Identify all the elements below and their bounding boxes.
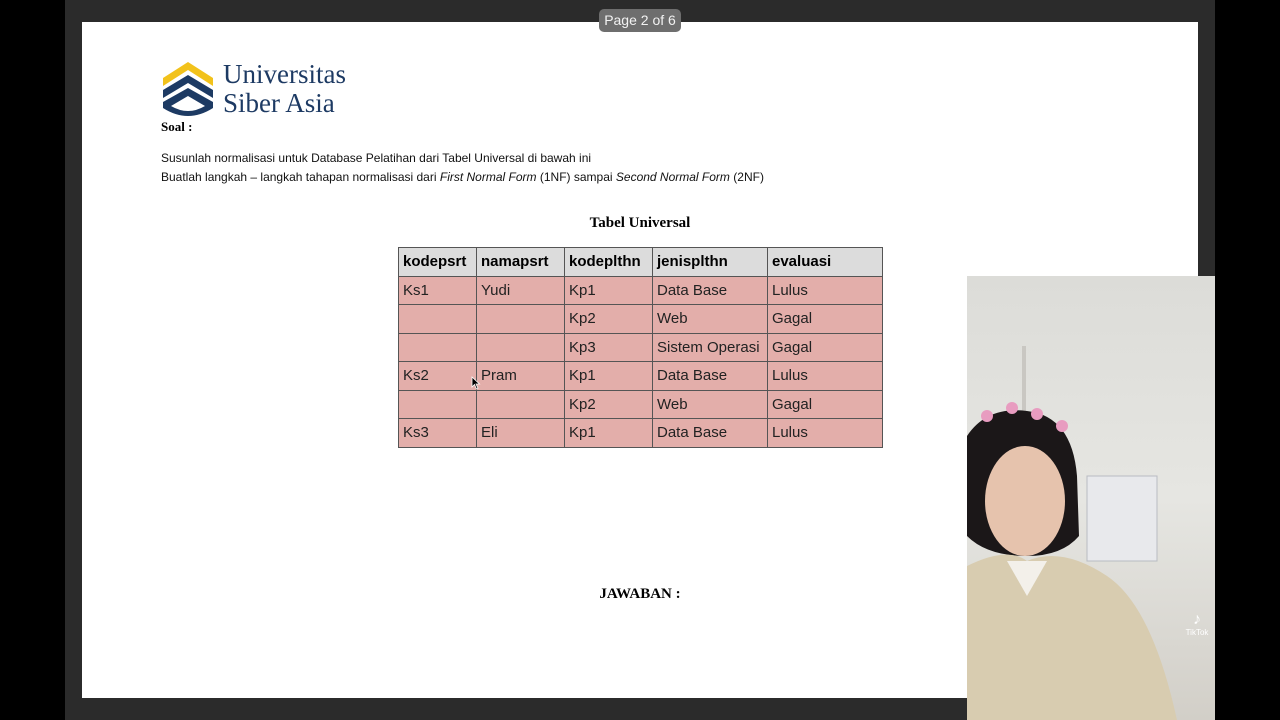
table-cell: Kp2: [565, 390, 653, 419]
university-shield-icon: [161, 60, 215, 120]
tiktok-watermark: [1180, 612, 1214, 637]
table-cell: Ks1: [399, 276, 477, 305]
logo-line2: Siber Asia: [223, 88, 335, 118]
logo-line1: Universitas: [223, 59, 346, 89]
table-cell: Kp1: [565, 419, 653, 448]
table-row: [399, 276, 883, 305]
table-cell: Gagal: [768, 305, 883, 334]
tiktok-label: TikTok: [1185, 628, 1209, 637]
table-cell: Gagal: [768, 390, 883, 419]
table-cell: [399, 390, 477, 419]
header-cell: namapsrt: [477, 248, 565, 277]
webcam-overlay: [967, 276, 1215, 720]
table-cell: Lulus: [768, 419, 883, 448]
instr-text: (2NF): [729, 170, 764, 184]
table-cell: Ks3: [399, 419, 477, 448]
table-cell: [477, 390, 565, 419]
table-cell: [477, 305, 565, 334]
table-cell: Data Base: [653, 419, 768, 448]
table-cell: [399, 305, 477, 334]
table-cell: Web: [653, 390, 768, 419]
universal-table: [398, 247, 883, 448]
table-cell: Data Base: [653, 362, 768, 391]
header-cell: kodeplthn: [565, 248, 653, 277]
presenter-video-icon: [967, 276, 1215, 720]
table-cell: Kp3: [565, 333, 653, 362]
instr-text: Buatlah langkah – langkah tahapan normalisasi dari: [161, 170, 440, 184]
jawaban-label: JAWABAN :: [599, 586, 681, 602]
table-cell: [399, 333, 477, 362]
instruction-line-2: [161, 170, 764, 184]
table-cell: [477, 333, 565, 362]
table-cell: Sistem Operasi: [653, 333, 768, 362]
table-cell: Ks2: [399, 362, 477, 391]
table-cell: Yudi: [477, 276, 565, 305]
tiktok-note-icon: ♪: [1193, 611, 1201, 628]
instr-em-1nf: First Normal Form: [439, 170, 537, 184]
header-cell: jenisplthn: [653, 248, 768, 277]
table-row: [399, 333, 883, 362]
page-indicator: Page 2 of 6: [599, 9, 681, 32]
table-cell: Lulus: [768, 276, 883, 305]
table-cell: Lulus: [768, 362, 883, 391]
table-cell: Data Base: [653, 276, 768, 305]
table-cell: Kp1: [565, 362, 653, 391]
university-logo: [161, 59, 346, 125]
table-cell: Kp2: [565, 305, 653, 334]
table-cell: Web: [653, 305, 768, 334]
table-cell: Pram: [477, 362, 565, 391]
mouse-cursor-icon: [471, 376, 481, 390]
header-cell: evaluasi: [768, 248, 883, 277]
instr-text: (1NF) sampai: [536, 170, 616, 184]
table-cell: Kp1: [565, 276, 653, 305]
table-row: [399, 419, 883, 448]
table-cell: Gagal: [768, 333, 883, 362]
instr-em-2nf: Second Normal Form: [615, 170, 730, 184]
header-cell: kodepsrt: [399, 248, 477, 277]
table-row: [399, 305, 883, 334]
table-header-row: [399, 248, 883, 277]
table-row: [399, 390, 883, 419]
table-title: Tabel Universal: [589, 215, 691, 231]
instruction-line-1: Susunlah normalisasi untuk Database Pelatihan dari Tabel Universal di bawah ini: [161, 151, 592, 165]
table-cell: Eli: [477, 419, 565, 448]
soal-label: Soal :: [161, 119, 193, 134]
